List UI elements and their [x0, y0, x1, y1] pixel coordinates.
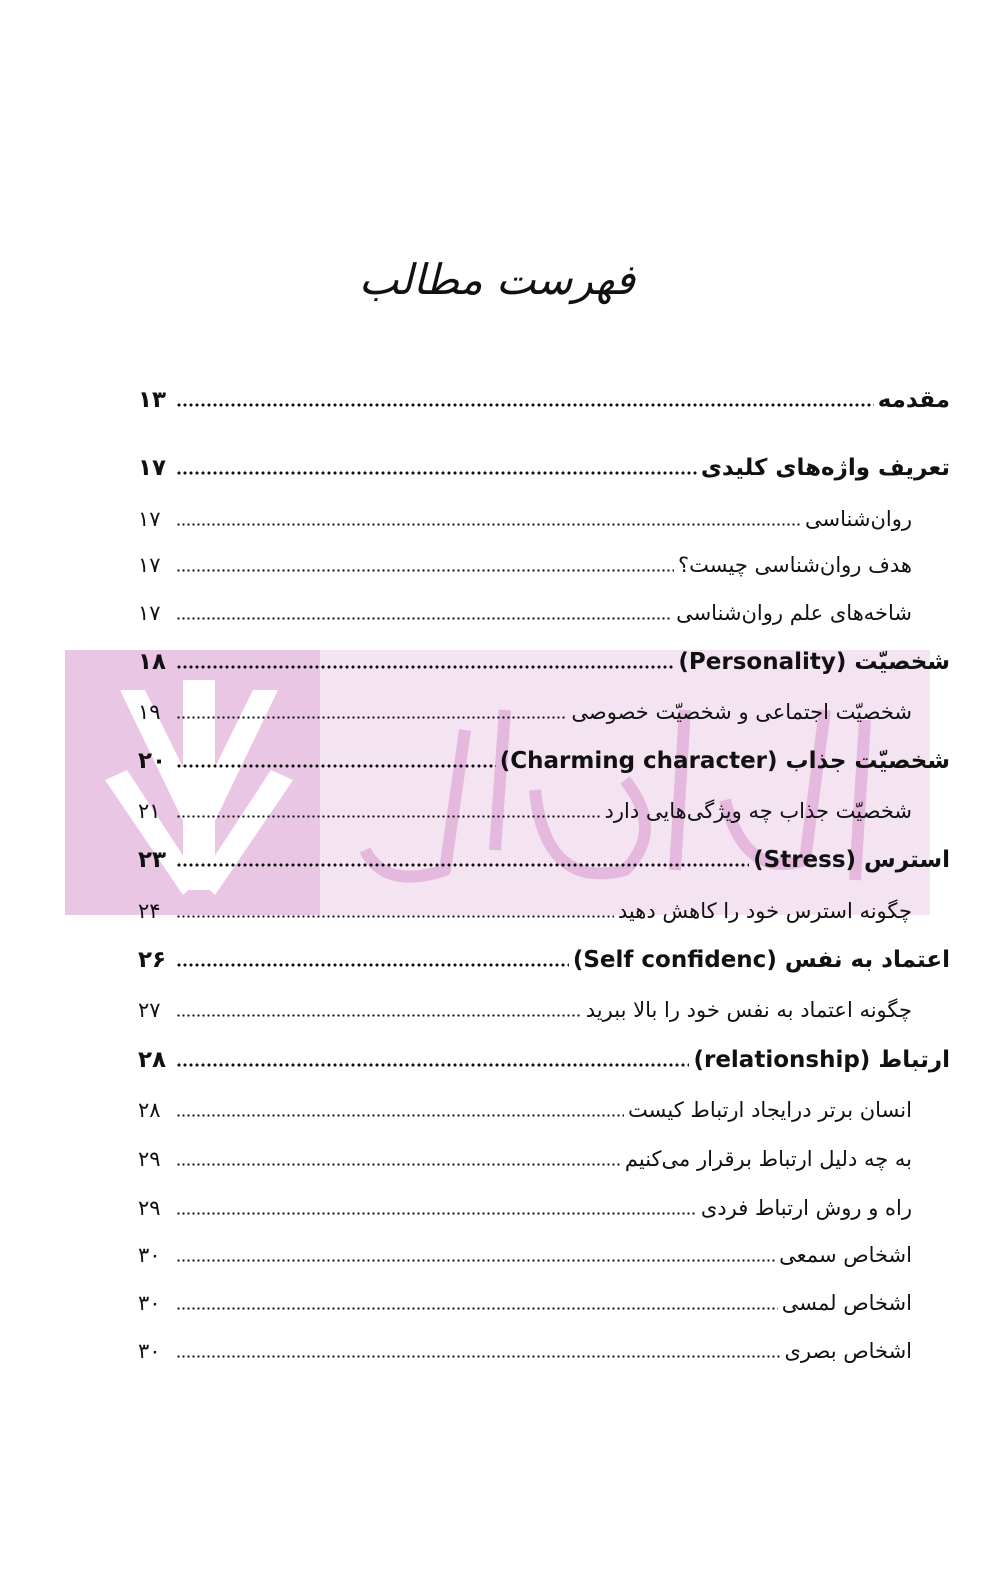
toc-entry-page: ۲۹ [138, 1147, 161, 1171]
toc-entry-page: ۱۷ [138, 455, 167, 481]
toc-entry-title: راه و روش ارتباط فردی [700, 1196, 912, 1220]
toc-entry[interactable] [138, 1039, 950, 1075]
toc-entry-title: استرس (Stress) [753, 847, 950, 873]
toc-entry[interactable] [138, 447, 950, 483]
toc-entry-page: ۲۴ [138, 899, 161, 923]
toc-entry[interactable] [138, 592, 912, 628]
leader-dots [176, 1355, 780, 1358]
toc-entry-title: ارتباط (relationship) [693, 1047, 950, 1073]
leader-dots [176, 403, 874, 407]
toc-entry[interactable] [138, 691, 912, 727]
toc-entry-page: ۲۱ [138, 799, 161, 823]
toc-entry-page: ۱۸ [138, 649, 167, 675]
leader-dots [176, 1307, 778, 1310]
toc-entry[interactable] [138, 740, 950, 776]
toc-entry-page: ۲۸ [138, 1047, 167, 1073]
toc-entry-title: چگونه استرس خود را کاهش دهید [617, 899, 912, 923]
toc-entry[interactable] [138, 839, 950, 875]
toc-entry[interactable] [138, 1234, 912, 1270]
leader-dots [176, 1114, 624, 1117]
toc-entry-page: ۱۹ [138, 700, 161, 724]
toc-entry[interactable] [138, 790, 912, 826]
toc-entry-title: شخصیّت اجتماعی و شخصیّت خصوصی [571, 700, 912, 724]
toc-entry-title: روان‌شناسی [805, 507, 912, 531]
toc-entry-title: هدف روان‌شناسی چیست؟ [677, 553, 912, 577]
leader-dots [176, 471, 697, 475]
toc-entry[interactable] [138, 1282, 912, 1318]
toc-entry[interactable] [138, 1330, 912, 1366]
toc-entry-title: اشخاص بصری [784, 1339, 912, 1363]
toc-entry-page: ۲۰ [138, 748, 167, 774]
leader-dots [176, 963, 569, 967]
toc-entry[interactable] [138, 1138, 912, 1174]
toc-entry-page: ۱۷ [138, 553, 161, 577]
toc-entry[interactable] [138, 989, 912, 1025]
leader-dots [176, 569, 674, 572]
leader-dots [176, 815, 601, 818]
toc-entry-title: اعتماد به نفس (Self confidenc) [572, 947, 950, 973]
toc-entry-page: ۲۶ [138, 947, 167, 973]
toc-entry[interactable] [138, 641, 950, 677]
toc-entry-title: شخصیّت (Personality) [678, 649, 950, 675]
toc-entry[interactable] [138, 1089, 912, 1125]
toc-entry-title: چگونه اعتماد به نفس خود را بالا ببرید [585, 998, 912, 1022]
page-title: فهرست مطالب [358, 255, 636, 304]
toc-entry-page: ۳۰ [138, 1339, 161, 1363]
toc-entry-title: مقدمه [877, 387, 950, 413]
toc-entry-title: تعریف واژه‌های کلیدی [700, 455, 950, 481]
toc-entry-title: اشخاص سمعی [779, 1243, 912, 1267]
toc-entry-title: انسان برتر درایجاد ارتباط کیست [628, 1098, 912, 1122]
leader-dots [176, 863, 749, 867]
toc-entry[interactable] [138, 1187, 912, 1223]
toc-entry-title: اشخاص لمسی [781, 1291, 912, 1315]
leader-dots [176, 1259, 775, 1262]
toc-entry-page: ۳۰ [138, 1291, 161, 1315]
leader-dots [176, 1163, 621, 1166]
leader-dots [176, 1014, 582, 1017]
leader-dots [176, 716, 567, 719]
leader-dots [176, 1063, 689, 1067]
toc-entry[interactable] [138, 939, 950, 975]
toc-entry-page: ۳۰ [138, 1243, 161, 1267]
toc-entry-page: ۲۳ [138, 847, 167, 873]
toc-entry[interactable] [138, 379, 950, 415]
toc-entry-page: ۱۷ [138, 507, 161, 531]
toc-entry-title: شخصیّت جذاب (Charming character) [499, 748, 950, 774]
watermark-logo [65, 650, 930, 915]
leader-dots [176, 665, 674, 669]
leader-dots [176, 523, 801, 526]
toc-entry[interactable] [138, 890, 912, 926]
toc-entry-title: شخصیّت جذاب چه ویژگی‌هایی دارد [604, 799, 912, 823]
toc-entry-page: ۲۷ [138, 998, 161, 1022]
toc-entry-page: ۲۹ [138, 1196, 161, 1220]
toc-entry[interactable] [138, 544, 912, 580]
toc-entry-page: ۱۳ [138, 387, 167, 413]
toc-entry[interactable] [138, 498, 912, 534]
toc-entry-title: شاخه‌های علم روان‌شناسی [676, 601, 912, 625]
leader-dots [176, 617, 672, 620]
leader-dots [176, 764, 496, 768]
toc-entry-page: ۱۷ [138, 601, 161, 625]
toc-entry-page: ۲۸ [138, 1098, 161, 1122]
leader-dots [176, 915, 614, 918]
toc-entry-title: به چه دلیل ارتباط برقرار می‌کنیم [624, 1147, 912, 1171]
leader-dots [176, 1212, 697, 1215]
